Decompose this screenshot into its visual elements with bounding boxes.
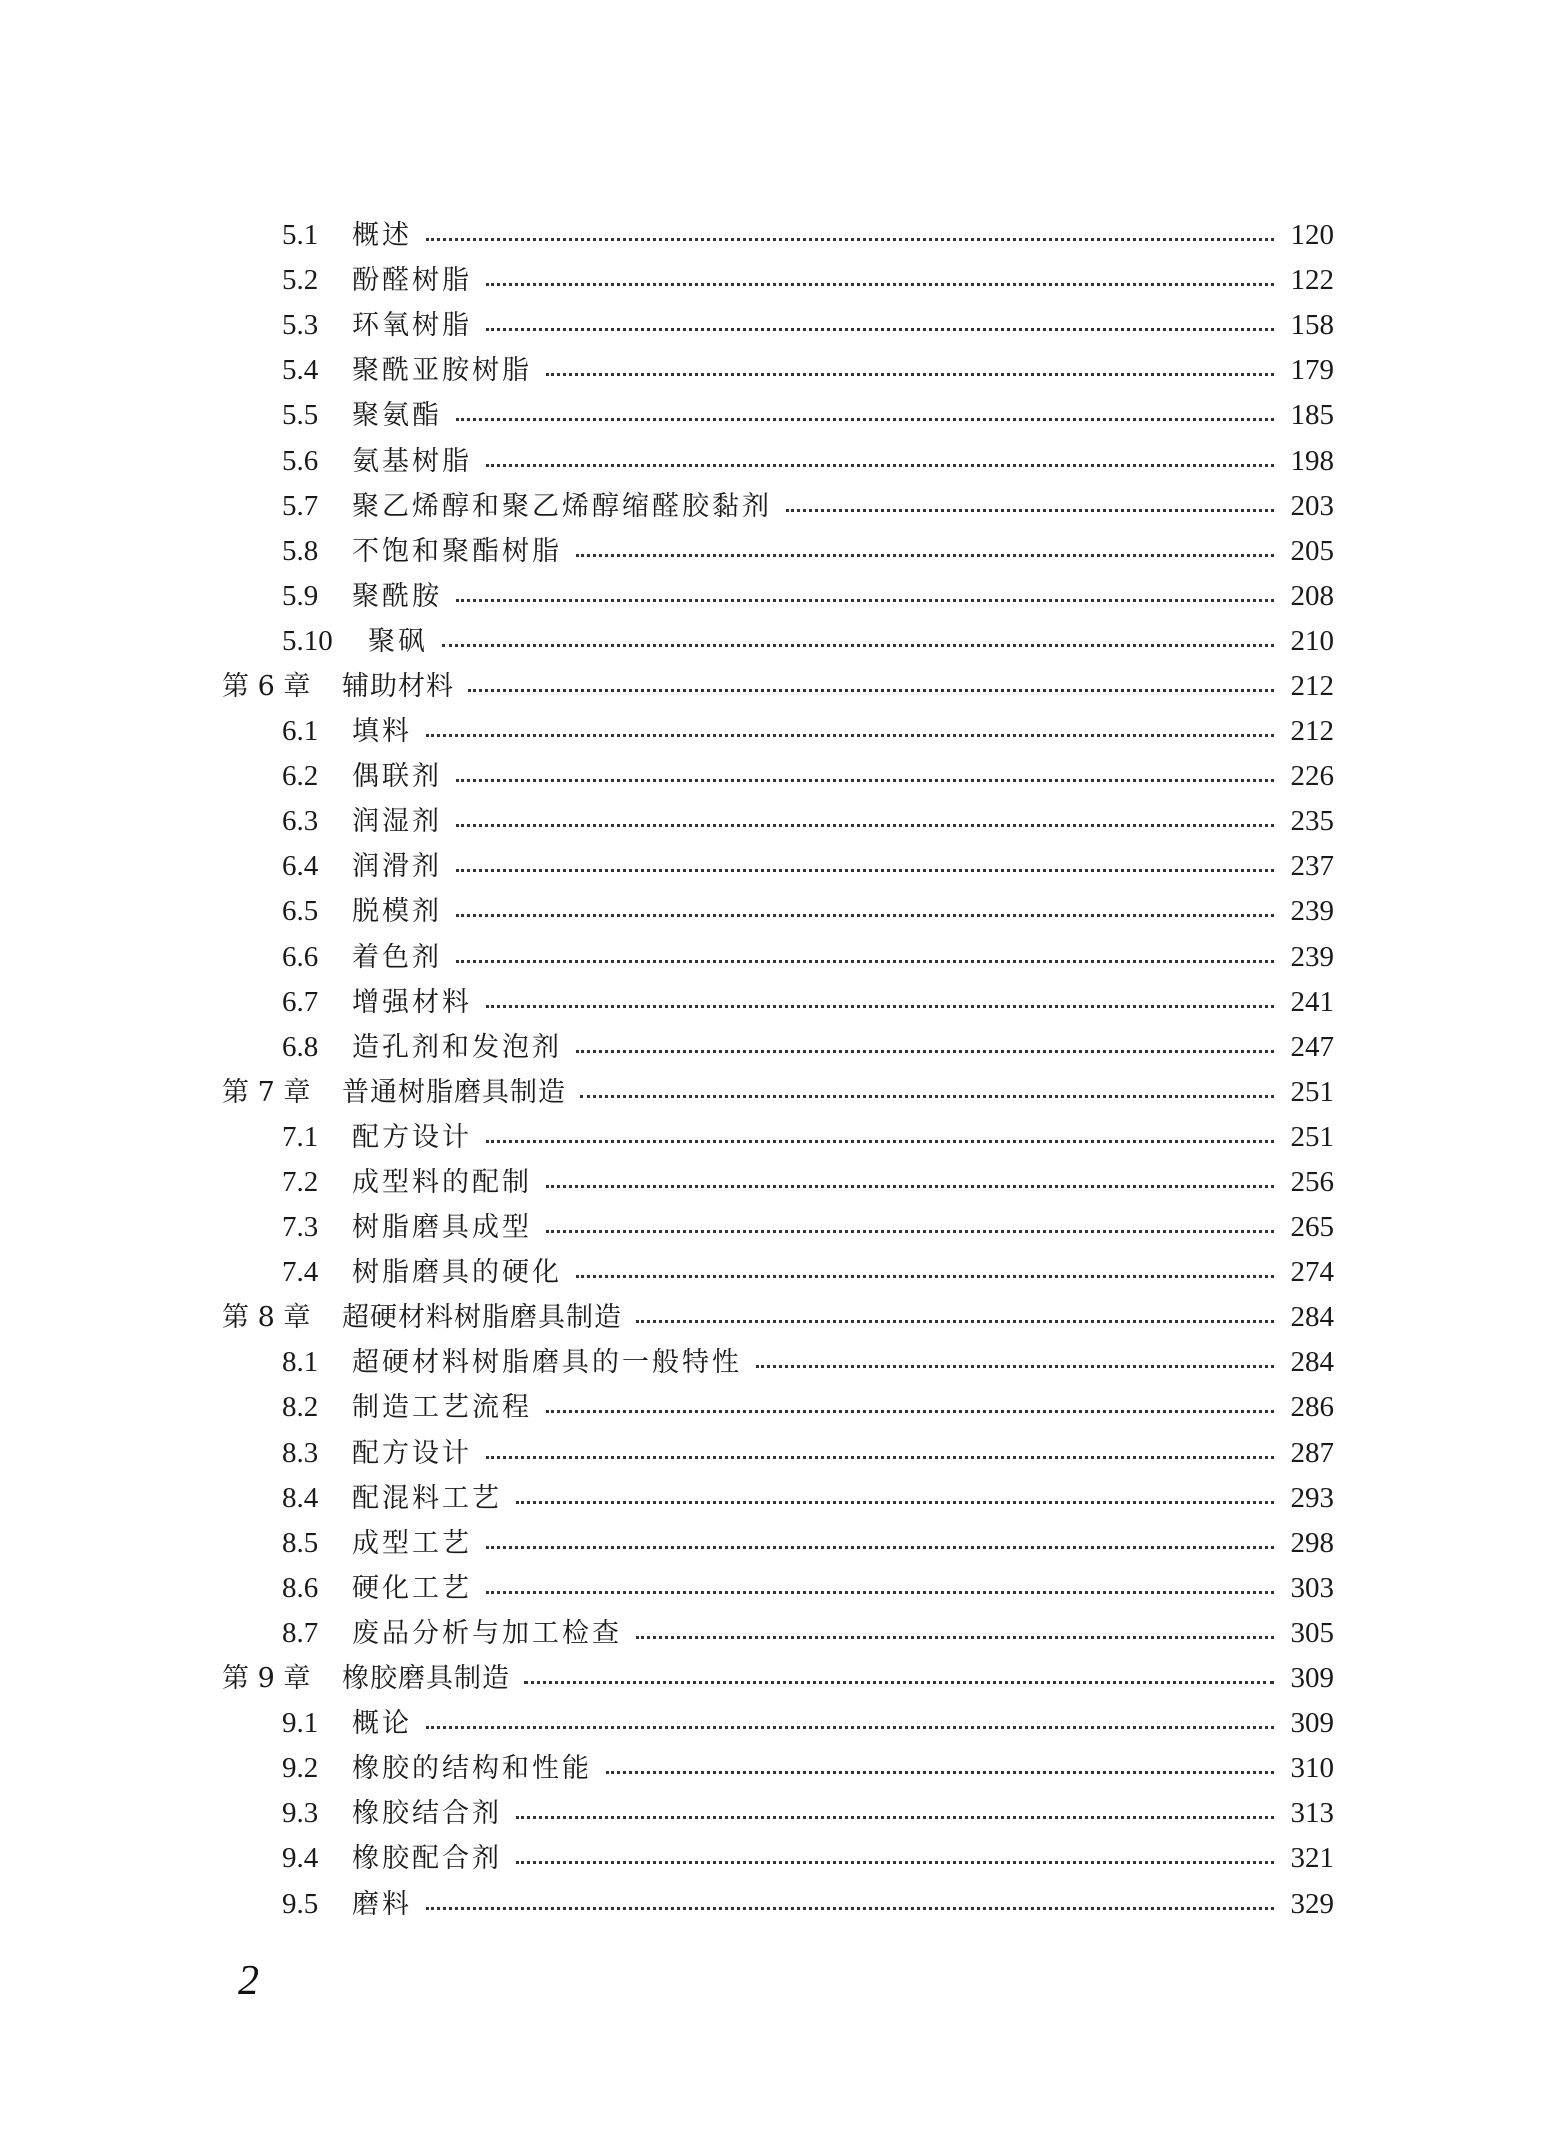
toc-page-number: 265 [1290, 1211, 1334, 1244]
toc-section-row[interactable] [222, 1205, 1334, 1250]
toc-page-number: 212 [1290, 669, 1334, 702]
page-number: 2 [238, 1958, 259, 2004]
toc-section-row[interactable] [222, 1611, 1334, 1656]
section-title: 橡胶配合剂 [352, 1843, 502, 1875]
section-number: 6.1 [282, 715, 319, 748]
section-title: 配方设计 [352, 1121, 472, 1153]
toc-page-number: 287 [1290, 1436, 1334, 1469]
toc-section-row[interactable] [222, 889, 1334, 934]
section-title: 脱模剂 [352, 896, 442, 928]
toc-page-number: 226 [1290, 760, 1334, 793]
dot-leader [456, 914, 1274, 917]
section-title: 润滑剂 [352, 851, 442, 883]
toc-page-number: 210 [1290, 624, 1334, 657]
dot-leader [576, 1050, 1274, 1053]
toc-section-row[interactable] [222, 1746, 1334, 1791]
section-number: 9.1 [282, 1707, 319, 1740]
section-number: 8.7 [282, 1616, 319, 1649]
section-number: 8.2 [282, 1391, 319, 1424]
section-title: 树脂磨具的硬化 [352, 1257, 562, 1289]
section-title: 硬化工艺 [352, 1572, 472, 1604]
toc-section-row[interactable] [222, 484, 1334, 529]
section-number: 5.5 [282, 399, 319, 432]
toc-page-number: 284 [1290, 1301, 1334, 1334]
dot-leader [456, 599, 1274, 602]
section-number: 5.1 [282, 219, 319, 252]
dot-leader [456, 779, 1274, 782]
section-title: 成型工艺 [352, 1527, 472, 1559]
toc-section-row[interactable] [222, 754, 1334, 799]
section-title: 概述 [352, 220, 412, 252]
section-title: 酚醛树脂 [352, 265, 472, 297]
section-title: 概论 [352, 1708, 412, 1740]
dot-leader [486, 328, 1274, 331]
dot-leader [456, 960, 1274, 963]
section-title: 聚乙烯醇和聚乙烯醇缩醛胶黏剂 [352, 490, 772, 522]
toc-page-number: 203 [1290, 489, 1334, 522]
dot-leader [486, 1546, 1274, 1549]
chapter-number: 第 6 章 [222, 670, 311, 702]
dot-leader [486, 1140, 1274, 1143]
chapter-number: 第 7 章 [222, 1076, 311, 1108]
toc-section-row[interactable] [222, 303, 1334, 348]
toc-page-number: 251 [1290, 1075, 1334, 1108]
toc-section-row[interactable] [222, 1431, 1334, 1476]
section-number: 9.4 [282, 1842, 319, 1875]
toc-chapter-row[interactable] [222, 1656, 1334, 1701]
section-number: 6.4 [282, 850, 319, 883]
toc-section-row[interactable] [222, 1881, 1334, 1926]
toc-section-row[interactable] [222, 799, 1334, 844]
toc-section-row[interactable] [222, 1025, 1334, 1070]
toc-page-number: 286 [1290, 1391, 1334, 1424]
toc-page-number: 120 [1290, 219, 1334, 252]
toc-page-number: 329 [1290, 1887, 1334, 1920]
section-title: 增强材料 [352, 986, 472, 1018]
toc-section-row[interactable] [222, 1340, 1334, 1385]
section-number: 6.8 [282, 1030, 319, 1063]
toc-section-row[interactable] [222, 1566, 1334, 1611]
dot-leader [426, 734, 1274, 737]
section-number: 8.3 [282, 1436, 319, 1469]
toc-page-number: 274 [1290, 1256, 1334, 1289]
dot-leader [546, 373, 1274, 376]
section-number: 7.3 [282, 1211, 319, 1244]
toc-page-number: 310 [1290, 1752, 1334, 1785]
section-number: 9.5 [282, 1887, 319, 1920]
dot-leader [486, 283, 1274, 286]
toc-chapter-row[interactable] [222, 1295, 1334, 1340]
toc-page-number: 235 [1290, 805, 1334, 838]
section-number: 8.5 [282, 1526, 319, 1559]
dot-leader [516, 1861, 1274, 1864]
dot-leader [456, 418, 1274, 421]
toc-section-row[interactable] [222, 1476, 1334, 1521]
section-title: 聚酰胺 [352, 580, 442, 612]
toc-section-row[interactable] [222, 1160, 1334, 1205]
toc-page-number: 237 [1290, 850, 1334, 883]
dot-leader [426, 1907, 1274, 1910]
toc-page-number: 198 [1290, 444, 1334, 477]
section-number: 8.6 [282, 1571, 319, 1604]
dot-leader [486, 1591, 1274, 1594]
section-number: 5.2 [282, 264, 319, 297]
section-number: 5.8 [282, 534, 319, 567]
section-number: 5.7 [282, 489, 319, 522]
section-number: 6.7 [282, 985, 319, 1018]
section-title: 填料 [352, 716, 412, 748]
dot-leader [546, 1410, 1274, 1413]
toc-section-row[interactable] [222, 393, 1334, 438]
toc-page-number: 321 [1290, 1842, 1334, 1875]
toc-chapter-row[interactable] [222, 1070, 1334, 1115]
chapter-title: 超硬材料树脂磨具制造 [342, 1302, 622, 1334]
dot-leader [486, 464, 1274, 467]
toc-section-row[interactable] [222, 1385, 1334, 1430]
dot-leader [546, 1185, 1274, 1188]
dot-leader [486, 1456, 1274, 1459]
toc-page-number: 185 [1290, 399, 1334, 432]
dot-leader [576, 1275, 1274, 1278]
toc-page-number: 208 [1290, 579, 1334, 612]
toc-section-row[interactable] [222, 1250, 1334, 1295]
toc-section-row[interactable] [222, 1521, 1334, 1566]
toc-page-number: 212 [1290, 715, 1334, 748]
toc-page-number: 284 [1290, 1346, 1334, 1379]
section-title: 不饱和聚酯树脂 [352, 535, 562, 567]
toc-page-number: 309 [1290, 1707, 1334, 1740]
dot-leader [426, 238, 1274, 241]
toc-section-row[interactable] [222, 844, 1334, 889]
toc-page-number: 241 [1290, 985, 1334, 1018]
toc-page-number: 205 [1290, 534, 1334, 567]
section-number: 5.6 [282, 444, 319, 477]
section-number: 6.3 [282, 805, 319, 838]
section-number: 7.4 [282, 1256, 319, 1289]
section-title: 氨基树脂 [352, 445, 472, 477]
section-title: 着色剂 [352, 941, 442, 973]
section-number: 6.2 [282, 760, 319, 793]
section-title: 制造工艺流程 [352, 1392, 532, 1424]
toc-section-row[interactable] [222, 1791, 1334, 1836]
dot-leader [606, 1771, 1274, 1774]
section-number: 8.4 [282, 1481, 319, 1514]
toc-section-row[interactable] [222, 935, 1334, 980]
dot-leader [546, 1230, 1274, 1233]
toc-section-row[interactable] [222, 1836, 1334, 1881]
section-number: 9.2 [282, 1752, 319, 1785]
table-of-contents [222, 213, 1334, 1927]
section-number: 8.1 [282, 1346, 319, 1379]
chapter-title: 普通树脂磨具制造 [342, 1076, 566, 1108]
section-number: 9.3 [282, 1797, 319, 1830]
dot-leader [576, 554, 1274, 557]
section-number: 5.4 [282, 354, 319, 387]
dot-leader [524, 1681, 1274, 1684]
chapter-number: 第 8 章 [222, 1302, 311, 1334]
toc-section-row[interactable] [222, 980, 1334, 1025]
toc-section-row[interactable] [222, 619, 1334, 664]
toc-page-number: 247 [1290, 1030, 1334, 1063]
dot-leader [442, 644, 1274, 647]
dot-leader [580, 1095, 1274, 1098]
toc-section-row[interactable] [222, 348, 1334, 393]
toc-section-row[interactable] [222, 709, 1334, 754]
toc-page-number: 158 [1290, 309, 1334, 342]
section-title: 配方设计 [352, 1437, 472, 1469]
toc-section-row[interactable] [222, 258, 1334, 303]
section-title: 润湿剂 [352, 806, 442, 838]
section-title: 超硬材料树脂磨具的一般特性 [352, 1347, 742, 1379]
dot-leader [468, 689, 1274, 692]
dot-leader [516, 1816, 1274, 1819]
dot-leader [456, 869, 1274, 872]
section-title: 成型料的配制 [352, 1167, 532, 1199]
toc-page-number: 298 [1290, 1526, 1334, 1559]
dot-leader [426, 1726, 1274, 1729]
toc-page-number: 256 [1290, 1166, 1334, 1199]
section-title: 橡胶的结构和性能 [352, 1753, 592, 1785]
section-title: 环氧树脂 [352, 310, 472, 342]
toc-page-number: 313 [1290, 1797, 1334, 1830]
toc-section-row[interactable] [222, 529, 1334, 574]
dot-leader [636, 1636, 1274, 1639]
toc-page-number: 179 [1290, 354, 1334, 387]
section-title: 废品分析与加工检查 [352, 1617, 622, 1649]
section-number: 6.6 [282, 940, 319, 973]
toc-page-number: 293 [1290, 1481, 1334, 1514]
toc-page-number: 303 [1290, 1571, 1334, 1604]
section-title: 树脂磨具成型 [352, 1212, 532, 1244]
chapter-number: 第 9 章 [222, 1663, 311, 1695]
dot-leader [486, 1005, 1274, 1008]
toc-page-number: 251 [1290, 1120, 1334, 1153]
toc-page-number: 309 [1290, 1662, 1334, 1695]
toc-section-row[interactable] [222, 1701, 1334, 1746]
dot-leader [636, 1320, 1274, 1323]
dot-leader [456, 824, 1274, 827]
section-title: 偶联剂 [352, 761, 442, 793]
section-title: 聚氨酯 [352, 400, 442, 432]
section-number: 5.10 [282, 624, 333, 657]
toc-page-number: 305 [1290, 1616, 1334, 1649]
toc-section-row[interactable] [222, 574, 1334, 619]
toc-section-row[interactable] [222, 1115, 1334, 1160]
toc-section-row[interactable] [222, 438, 1334, 483]
section-number: 5.3 [282, 309, 319, 342]
dot-leader [786, 509, 1274, 512]
section-title: 配混料工艺 [352, 1482, 502, 1514]
section-title: 磨料 [352, 1888, 412, 1920]
chapter-title: 橡胶磨具制造 [342, 1663, 510, 1695]
section-number: 5.9 [282, 579, 319, 612]
chapter-title: 辅助材料 [342, 670, 454, 702]
dot-leader [756, 1365, 1274, 1368]
section-title: 橡胶结合剂 [352, 1798, 502, 1830]
section-number: 6.5 [282, 895, 319, 928]
section-title: 聚砜 [368, 625, 428, 657]
section-number: 7.1 [282, 1120, 319, 1153]
section-number: 7.2 [282, 1166, 319, 1199]
dot-leader [516, 1501, 1274, 1504]
toc-chapter-row[interactable] [222, 664, 1334, 709]
toc-section-row[interactable] [222, 213, 1334, 258]
toc-page-number: 239 [1290, 940, 1334, 973]
toc-page-number: 122 [1290, 264, 1334, 297]
section-title: 造孔剂和发泡剂 [352, 1031, 562, 1063]
toc-page-number: 239 [1290, 895, 1334, 928]
section-title: 聚酰亚胺树脂 [352, 355, 532, 387]
